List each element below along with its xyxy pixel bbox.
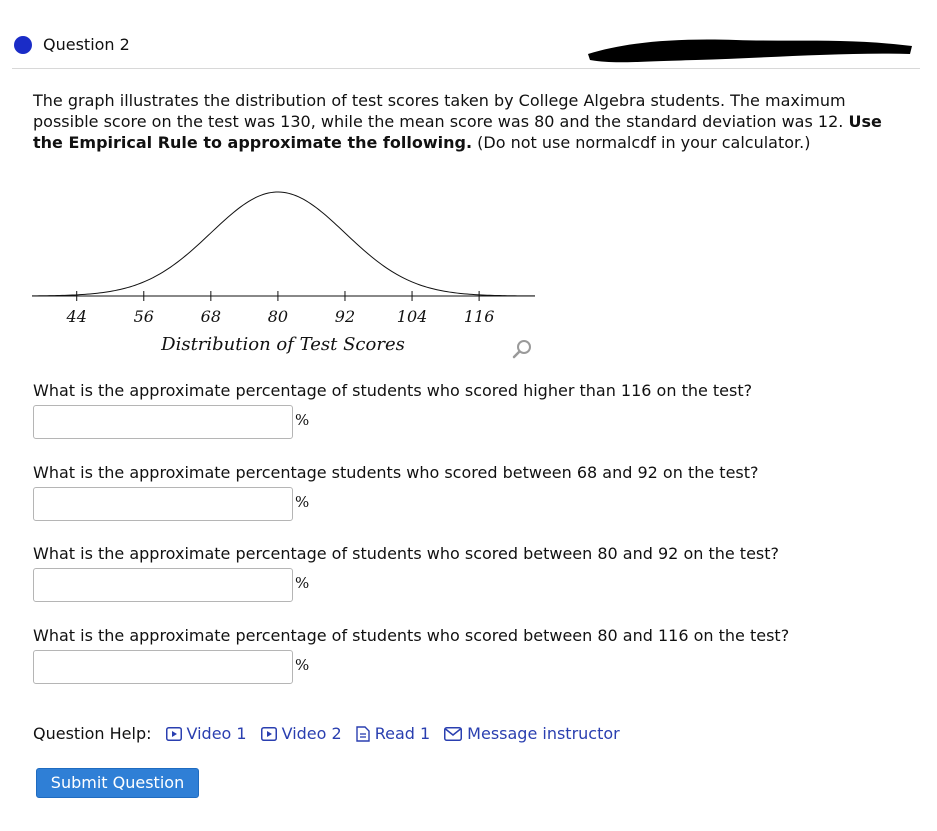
question-header (12, 30, 920, 69)
question-prompt (33, 90, 893, 153)
question-part-1 (33, 381, 913, 443)
x-tick-label: 80 (267, 307, 289, 326)
percent-unit: % (295, 656, 310, 674)
question-part-3 (33, 544, 913, 606)
prompt-bold-text: Use the Empirical Rule to approximate the following. (33, 112, 882, 152)
question-part-2 (33, 463, 913, 525)
video-1-link[interactable] (166, 724, 247, 743)
x-tick-label: 56 (133, 307, 154, 326)
redaction-scribble (586, 32, 916, 66)
x-tick-label: 68 (200, 307, 222, 326)
part-4-text: What is the approximate percentage of students who scored between 80 and 116 on the test? (33, 626, 790, 645)
question-help (33, 724, 634, 743)
video-2-link[interactable] (261, 724, 342, 743)
read-1-link[interactable] (356, 724, 430, 743)
percent-unit: % (295, 493, 310, 511)
percent-unit: % (295, 574, 310, 592)
x-tick-label: 92 (334, 307, 356, 326)
normal-distribution-graph (30, 180, 540, 370)
zoom-icon[interactable] (511, 338, 533, 360)
question-title: Question 2 (43, 35, 130, 54)
x-tick-label: 104 (396, 307, 428, 326)
video-2-label: Video 2 (281, 724, 342, 743)
message-instructor-label: Message instructor (467, 724, 620, 743)
part-3-text: What is the approximate percentage of students who scored between 80 and 92 on the test? (33, 544, 780, 563)
document-icon (356, 726, 370, 742)
play-video-icon (261, 727, 277, 741)
part-2-text: What is the approximate percentage students who scored between 68 and 92 on the test? (33, 463, 759, 482)
question-status-dot (14, 36, 32, 54)
x-tick-label: 44 (66, 307, 87, 326)
envelope-icon (444, 727, 462, 741)
percent-unit: % (295, 411, 310, 429)
question-part-4 (33, 626, 913, 688)
answer-input-1[interactable] (33, 405, 293, 439)
submit-question-button[interactable]: Submit Question (36, 768, 199, 798)
read-1-label: Read 1 (374, 724, 431, 743)
prompt-tail-text: (Do not use normalcdf in your calculator.) (477, 133, 811, 152)
answer-input-2[interactable] (33, 487, 293, 521)
x-tick-label: 116 (463, 307, 495, 326)
message-instructor-link[interactable] (444, 724, 620, 743)
video-1-label: Video 1 (186, 724, 247, 743)
answer-input-3[interactable] (33, 568, 293, 602)
prompt-text: The graph illustrates the distribution of test scores taken by College Algebra students. The maximum possible score on the test was 130, while the mean score was 80 and the standard deviation was 12. (33, 91, 846, 131)
bell-curve (32, 192, 535, 296)
question-help-label: Question Help: (33, 724, 152, 743)
part-1-text: What is the approximate percentage of students who scored higher than 116 on the test? (33, 381, 753, 400)
play-video-icon (166, 727, 182, 741)
answer-input-4[interactable] (33, 650, 293, 684)
x-axis-label: Distribution of Test Scores (161, 334, 405, 355)
